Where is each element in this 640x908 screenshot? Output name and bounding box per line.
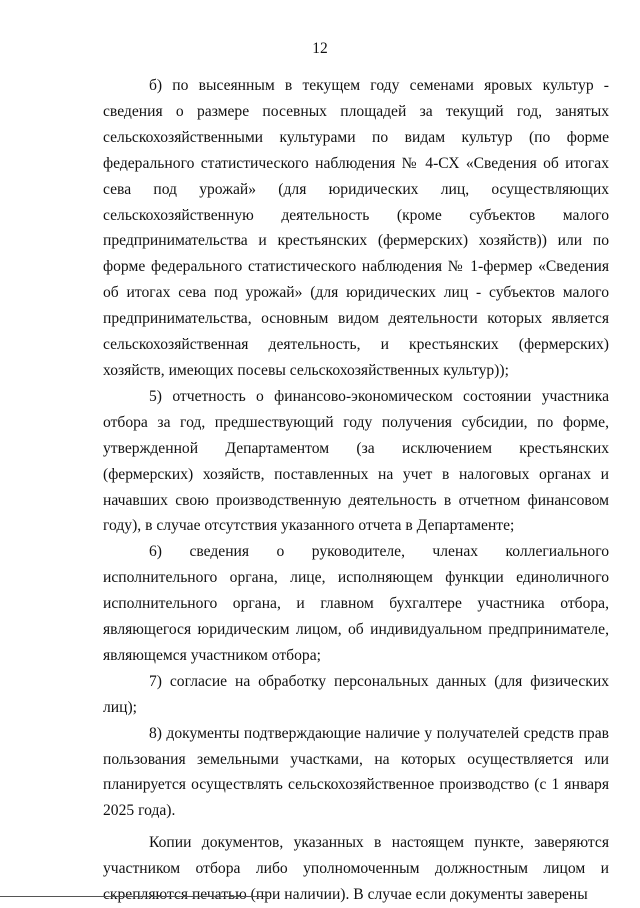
paragraph-sown-areas: б) по высеянным в текущем году семенами яровых культур - сведения о размере посевных площадей за текущий год, занятых сельскохозяйственными культурами по видам культур (по форме федерального статистического наблюдения № 4-СХ «Сведения об итогах сева под урожай» (для юридических лиц, осуществляющих сельскохозяйственную деятельность (кроме субъектов малого предпринимательства и крестьянских (фермерских) хозяйств)) или по форме федерального статистического наблюдения № 1-фермер «Сведения об итогах сева под урожай» (для юридических лиц - субъектов малого предпринимательства, основным видом деятельности которых является сельскохозяйственная деятельность, и крестьянских (фермерских) хозяйств, имеющих посевы сельскохозяйственных культур)); (103, 77, 609, 379)
paragraph-item-6: 6) сведения о руководителе, членах коллегиального исполнительного органа, лице, исполняющем функции единоличного исполнительного органа, и главном бухгалтере участника отбора, являющегося юридическим лицом, об индивидуальном предпринимателе, являющемся участником отбора; (103, 543, 609, 664)
document-body (103, 73, 609, 908)
footer-divider (0, 896, 268, 897)
paragraph-item-7: 7) согласие на обработку персональных данных (для физических лиц); (103, 672, 609, 716)
page-number: 12 (312, 40, 328, 57)
paragraph-copies: Копии документов, указанных в настоящем пункте, заверяются участником отбора либо уполномоченным должностным лицом и скрепляются печатью (при наличии). В случае если документы заверены (103, 834, 609, 904)
paragraph-item-8: 8) документы подтверждающие наличие у получателей средств прав пользования земельными участками, на которых осуществляется или планируется осуществлять сельскохозяйственное производство (с 1 января 2025 года). (103, 724, 609, 820)
paragraph-item-5: 5) отчетность о финансово-экономическом состоянии участника отбора за год, предшествующий году получения субсидии, по форме, утвержденной Департаментом (за исключением крестьянских (фермерских) хозяйств, поставленных на учет в налоговых органах и начавших свою производственную деятельность в отчетном финансовом году), в случае отсутствия указанного отчета в Департаменте; (103, 387, 609, 535)
